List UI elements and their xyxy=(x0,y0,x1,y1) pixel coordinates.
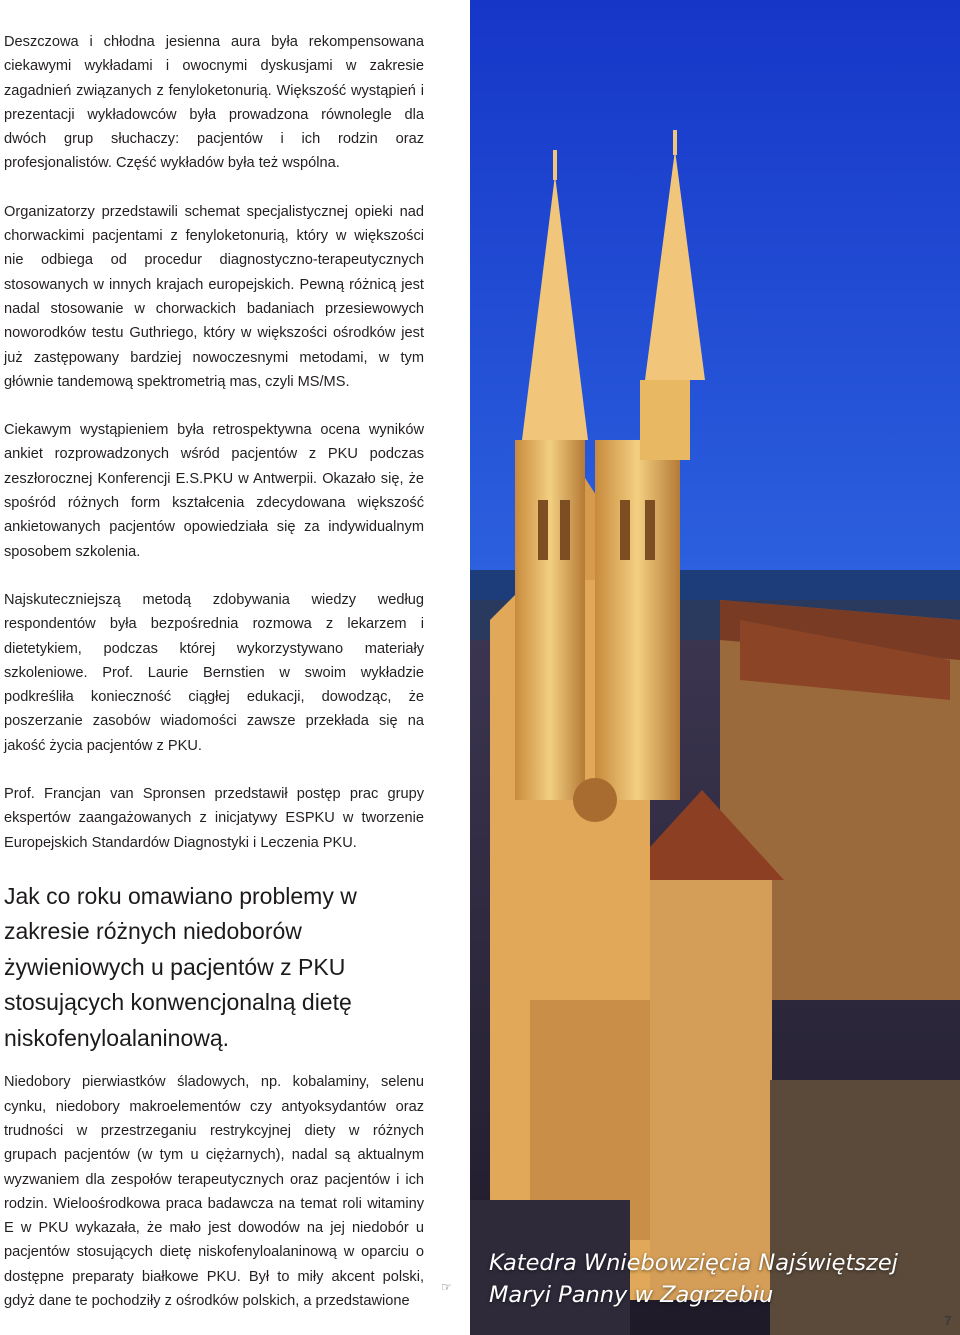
caption-line-1: Katedra Wniebowzięcia Najświętszej xyxy=(489,1250,898,1276)
photo-caption xyxy=(489,1247,949,1311)
page-number: 7 xyxy=(944,1313,952,1328)
paragraph-standards: Prof. Francjan van Spronsen przedstawił postęp prac grupy ekspertów zaangażowanych z inicjatywy ESPKU w tworzenie Europejskich Standardów Diagnostyki i Leczenia PKU. xyxy=(4,786,424,851)
paragraph-survey: Ciekawym wystąpieniem była retrospektywna ocena wyników ankiet rozprowadzonych wśród pacjentów z PKU podczas zeszłorocznej Konferencji E.S.PKU w Antwerpii. Okazało się, że spośród różnych form kształcenia zdecydowana większość ankietowanych pacjentów opowiedziała się za indywidualnym sposobem szkolenia. xyxy=(4,422,424,560)
pointing-hand-icon: ☞ xyxy=(441,1280,452,1294)
paragraph-croatian-care: Organizatorzy przedstawili schemat specjalistycznej opieki nad chorwackimi pacjentami z fenyloketonurią, który w większości nie odbiega od procedur diagnostyczno-terapeutycznych stosowanych w innych krajach europejskich. Pewną różnicą jest nadal stosowanie w chorwackich badaniach przesiewowych noworodków testu Guthriego, który w większości ośrodków jest już zastępowany bardziej nowoczesnymi metodami, w tym głównie tandemową spektrometrią mas, czyli MS/MS. xyxy=(4,203,424,390)
article-text-column xyxy=(4,30,424,1313)
pull-quote-headline: Jak co roku omawiano problemy w zakresie różnych niedoborów żywieniowych u pacjentów z PKU stosujących konwencjonalną dietę niskofenyloalaninową. xyxy=(4,882,357,1051)
paragraph-education: Najskuteczniejszą metodą zdobywania wiedzy według respondentów była bezpośrednia rozmowa z lekarzem i dietetykiem, podczas której wykorzystywano materiały szkoleniowe. Prof. Laurie Bernstien w swoim wykładzie podkreśliła konieczność ciągłej edukacji, dowodząc, że poszerzanie zasobów wiadomości zawsze przekłada się na jakość życia pacjentów z PKU. xyxy=(4,591,424,754)
paragraph-intro: Deszczowa i chłodna jesienna aura była rekompensowana ciekawymi wykładami i owocnymi dyskusjami w zakresie zagadnień związanych z fenyloketonurią. Większość wystąpień i prezentacji wykładowców była prowadzona równolegle dla dwóch grup słuchaczy: pacjentów i ich rodzin oraz profesjonalistów. Część wykładów była też wspólna. xyxy=(4,34,424,172)
zagreb-cathedral-illustration xyxy=(470,0,960,1335)
paragraph-deficiencies: Niedobory pierwiastków śladowych, np. kobalaminy, selenu cynku, niedobory makroelementów czy antyoksydantów oraz trudności w przestrzeganiu restrykcyjnej diety w różnych grupach pacjentów (w tym u ciężarnych), nadal są aktualnym wyzwaniem dla zespołów terapeutycznych oraz pacjentów i ich rodzin. Wieloośrodkowa praca badawcza na temat roli witaminy E w PKU wykazała, że mało jest dowodów na jej niedobór u pacjentów stosujących dietę niskofenyloalaninową w oparciu o dostępne preparaty białkowe PKU. Był to miły akcent polski, gdyż dane te pochodziły z ośrodków polskich, a przedstawione xyxy=(4,1074,424,1310)
cathedral-photo xyxy=(470,0,960,1335)
caption-line-2: Maryi Panny w Zagrzebiu xyxy=(489,1282,774,1308)
